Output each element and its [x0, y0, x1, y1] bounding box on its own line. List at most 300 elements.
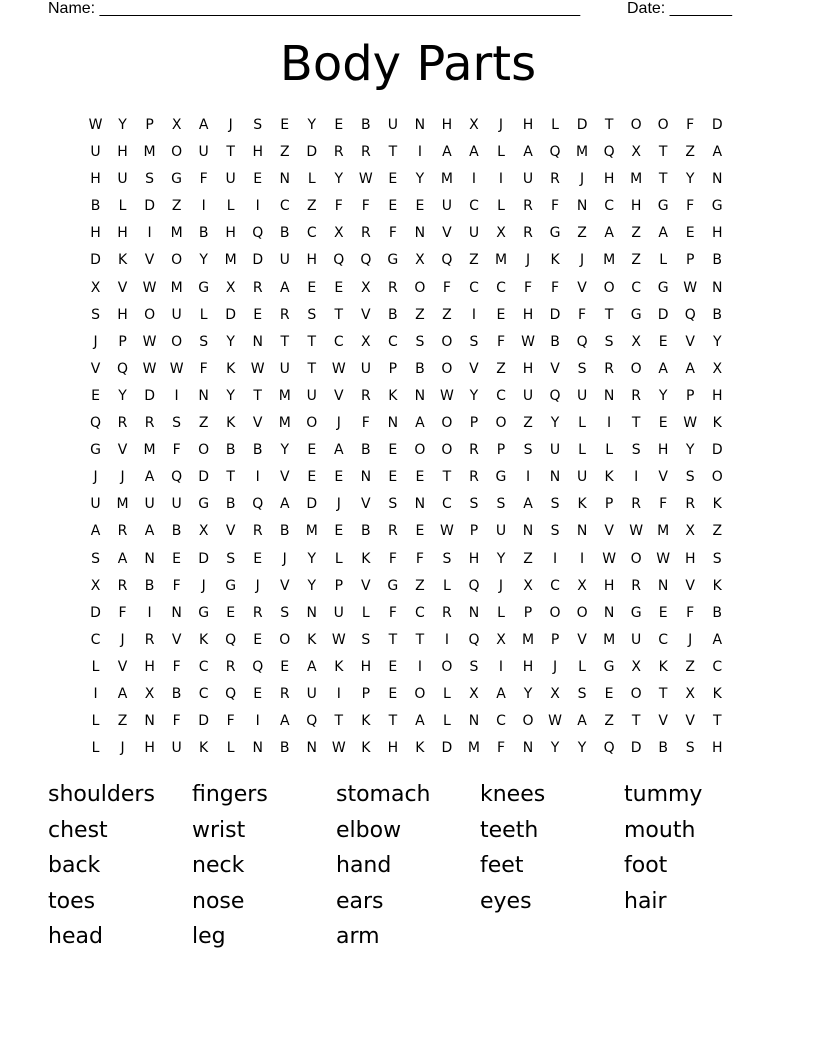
grid-letter: V [117, 279, 128, 296]
grid-letter: N [279, 171, 290, 188]
grid-letter: U [171, 740, 182, 757]
grid-letter: E [415, 198, 425, 215]
grid-letter: V [252, 415, 263, 432]
grid-letter: S [550, 523, 560, 540]
grid-letter: A [117, 550, 128, 567]
grid-letter: D [576, 117, 588, 133]
grid-letter: U [333, 604, 344, 621]
grid-letter: Y [307, 577, 317, 594]
grid-letter: S [523, 442, 533, 459]
grid-letter: Y [226, 333, 235, 350]
grid-letter: S [469, 658, 479, 675]
grid-letter: Y [307, 550, 317, 567]
grid-letter: U [90, 496, 101, 513]
grid-letter: Y [415, 171, 425, 188]
grid-letter: U [468, 225, 480, 242]
grid-letter: T [388, 144, 398, 161]
grid-letter: O [414, 685, 426, 702]
grid-letter: W [602, 550, 617, 567]
grid-letter: V [117, 442, 128, 459]
grid-letter: U [198, 144, 209, 161]
grid-letter: E [388, 198, 398, 215]
grid-letter: O [441, 415, 453, 432]
grid-letter: N [306, 740, 317, 757]
grid-letter: U [441, 198, 453, 215]
grid-letter: E [658, 415, 668, 432]
grid-letter: N [657, 577, 669, 594]
grid-letter: X [685, 523, 695, 540]
grid-letter: Y [469, 387, 479, 404]
grid-letter: O [630, 550, 642, 567]
grid-letter: W [548, 713, 562, 730]
grid-letter: C [496, 387, 506, 404]
grid-letter: F [659, 496, 668, 513]
grid-letter: N [468, 604, 480, 621]
grid-letter: X [631, 144, 641, 161]
grid-letter: U [631, 631, 642, 648]
grid-letter: E [280, 117, 290, 133]
grid-letter: R [252, 523, 263, 540]
grid-letter: Y [334, 171, 344, 188]
grid-letter: V [279, 577, 290, 594]
grid-letter: B [279, 523, 290, 540]
grid-letter: Q [333, 252, 345, 269]
grid-letter: A [604, 225, 614, 242]
grid-letter: X [225, 279, 236, 296]
grid-letter: O [279, 631, 291, 648]
grid-letter: A [523, 496, 533, 513]
grid-letter: L [443, 713, 451, 730]
grid-letter: F [172, 442, 181, 459]
grid-letter: R [279, 306, 290, 323]
grid-letter: X [550, 685, 560, 702]
grid-letter: R [442, 604, 452, 621]
grid-letter: H [117, 306, 128, 323]
grid-letter: D [144, 198, 155, 215]
grid-letter: N [414, 117, 426, 133]
grid-letter: B [415, 360, 425, 377]
grid-letter: U [522, 171, 534, 188]
grid-letter: T [604, 306, 614, 323]
grid-letter: B [279, 740, 290, 757]
grid-letter: F [172, 658, 181, 675]
grid-letter: J [120, 631, 125, 648]
grid-letter: Z [442, 306, 452, 323]
grid-letter: N [522, 740, 534, 757]
grid-letter: V [658, 713, 668, 730]
grid-letter: J [201, 577, 206, 594]
grid-letter: S [361, 631, 371, 648]
grid-letter: S [253, 117, 263, 133]
grid-letter: T [658, 144, 668, 161]
grid-letter: E [307, 442, 317, 459]
grid-letter: N [603, 604, 615, 621]
grid-letter: D [630, 740, 642, 757]
grid-letter: E [280, 658, 290, 675]
grid-letter: A [279, 496, 290, 513]
grid-letter: C [712, 658, 723, 675]
grid-letter: J [498, 117, 504, 133]
grid-letter: R [360, 225, 371, 242]
grid-letter: M [170, 225, 183, 242]
grid-letter: C [387, 333, 398, 350]
grid-letter: O [657, 117, 669, 133]
grid-letter: E [388, 685, 398, 702]
grid-letter: P [145, 117, 154, 133]
grid-letter: R [225, 658, 236, 675]
grid-letter: H [306, 252, 318, 269]
grid-letter: M [305, 523, 318, 540]
grid-letter: L [578, 658, 586, 675]
grid-letter: V [604, 523, 614, 540]
grid-letter: T [631, 415, 641, 432]
grid-letter: C [306, 225, 317, 242]
grid-letter: U [117, 171, 128, 188]
grid-letter: L [578, 442, 586, 459]
grid-letter: Q [576, 333, 588, 350]
grid-letter: K [117, 252, 128, 269]
grid-letter: Y [118, 387, 127, 404]
word-list-item: back [48, 853, 101, 879]
grid-letter: A [577, 713, 587, 730]
grid-letter: H [117, 144, 128, 161]
grid-letter: T [307, 360, 317, 377]
grid-letter: P [496, 442, 506, 459]
grid-letter: H [603, 171, 615, 188]
grid-letter: A [306, 658, 317, 675]
grid-letter: C [442, 496, 452, 513]
grid-letter: M [630, 171, 643, 188]
grid-letter: Q [252, 496, 264, 513]
grid-letter: S [226, 550, 236, 567]
grid-letter: K [199, 631, 209, 648]
grid-letter: Z [415, 577, 425, 594]
grid-letter: E [253, 685, 263, 702]
grid-letter: H [117, 225, 128, 242]
grid-letter: E [307, 279, 317, 296]
grid-letter: Q [117, 360, 129, 377]
grid-letter: J [498, 577, 504, 594]
grid-letter: F [686, 604, 695, 621]
word-list-item: foot [624, 853, 668, 879]
grid-letter: G [495, 469, 507, 486]
grid-letter: T [334, 713, 344, 730]
grid-letter: P [550, 631, 560, 648]
grid-letter: E [91, 387, 100, 404]
grid-letter: Z [496, 360, 506, 377]
grid-letter: A [279, 279, 290, 296]
grid-letter: J [688, 631, 693, 648]
grid-letter: D [549, 306, 561, 323]
grid-letter: Q [441, 252, 453, 269]
grid-letter: O [495, 415, 507, 432]
grid-letter: E [253, 306, 263, 323]
grid-letter: O [630, 117, 642, 133]
grid-letter: N [360, 469, 372, 486]
grid-letter: I [255, 198, 260, 215]
grid-letter: H [522, 360, 534, 377]
grid-letter: K [361, 740, 371, 757]
grid-letter: J [282, 550, 287, 567]
grid-letter: U [549, 442, 561, 459]
grid-letter: K [199, 740, 209, 757]
grid-letter: A [658, 360, 668, 377]
grid-letter: O [549, 604, 561, 621]
grid-letter: H [630, 198, 642, 215]
grid-letter: K [388, 387, 398, 404]
word-list-item: teeth [480, 817, 539, 843]
grid-letter: Y [577, 740, 587, 757]
grid-letter: N [549, 469, 561, 486]
grid-letter: F [442, 279, 451, 296]
grid-letter: V [171, 631, 182, 648]
grid-letter: L [578, 415, 586, 432]
grid-letter: H [387, 740, 399, 757]
grid-letter: Q [90, 415, 102, 432]
grid-letter: E [388, 171, 398, 188]
grid-letter: X [361, 333, 371, 350]
grid-letter: Q [603, 740, 615, 757]
grid-letter: O [630, 685, 642, 702]
grid-letter: F [388, 604, 397, 621]
grid-letter: M [657, 523, 670, 540]
grid-letter: U [387, 117, 398, 133]
word-search-grid [82, 112, 731, 762]
grid-letter: L [307, 171, 316, 188]
grid-letter: E [415, 523, 425, 540]
grid-letter: D [198, 713, 210, 730]
grid-letter: Y [550, 740, 560, 757]
grid-letter: V [685, 713, 695, 730]
grid-letter: M [170, 279, 183, 296]
grid-letter: V [577, 279, 587, 296]
grid-letter: D [90, 604, 101, 621]
word-list-item: wrist [192, 817, 246, 843]
grid-letter: J [93, 333, 98, 350]
word-list-item: chest [48, 817, 108, 843]
grid-letter: R [333, 144, 344, 161]
grid-letter: Q [252, 658, 264, 675]
grid-letter: V [577, 631, 587, 648]
grid-letter: C [333, 333, 344, 350]
grid-letter: F [361, 415, 370, 432]
grid-letter: D [225, 306, 237, 323]
grid-letter: L [226, 198, 235, 215]
grid-letter: M [278, 415, 291, 432]
grid-letter: M [278, 387, 291, 404]
grid-letter: I [417, 658, 422, 675]
grid-letter: J [228, 117, 233, 133]
grid-letter: G [171, 171, 183, 188]
grid-letter: B [279, 225, 290, 242]
grid-letter: Z [171, 198, 182, 215]
grid-letter: I [471, 171, 477, 188]
grid-letter: V [117, 658, 128, 675]
grid-letter: U [144, 496, 155, 513]
grid-letter: R [631, 496, 641, 513]
grid-letter: N [576, 198, 588, 215]
grid-letter: J [580, 252, 585, 269]
grid-letter: K [415, 740, 425, 757]
grid-letter: Q [684, 306, 696, 323]
grid-letter: D [441, 740, 453, 757]
grid-letter: D [711, 442, 723, 459]
grid-letter: I [147, 604, 152, 621]
grid-letter: S [685, 740, 695, 757]
grid-letter: A [496, 685, 506, 702]
grid-letter: O [171, 333, 183, 350]
grid-letter: E [415, 469, 425, 486]
grid-letter: U [90, 144, 101, 161]
grid-letter: V [144, 252, 155, 269]
grid-letter: D [198, 469, 210, 486]
grid-letter: K [658, 658, 668, 675]
grid-letter: U [576, 469, 588, 486]
grid-letter: X [334, 225, 344, 242]
grid-letter: U [279, 252, 290, 269]
grid-letter: I [552, 550, 558, 567]
grid-letter: G [198, 604, 210, 621]
grid-letter: R [387, 279, 398, 296]
grid-letter: N [252, 740, 263, 757]
grid-letter: U [171, 496, 182, 513]
grid-letter: M [603, 631, 616, 648]
grid-letter: A [415, 415, 425, 432]
grid-letter: N [414, 225, 426, 242]
grid-letter: T [658, 171, 668, 188]
grid-letter: Q [306, 713, 318, 730]
grid-letter: M [143, 442, 156, 459]
grid-letter: O [711, 469, 723, 486]
grid-letter: M [224, 252, 237, 269]
word-list-item: fingers [192, 782, 268, 807]
grid-letter: N [171, 604, 182, 621]
grid-letter: R [523, 225, 533, 242]
grid-letter: Y [685, 442, 695, 459]
grid-letter: N [144, 550, 155, 567]
grid-letter: M [116, 496, 129, 513]
grid-letter: X [496, 225, 506, 242]
grid-letter: B [361, 117, 371, 133]
grid-letter: K [712, 577, 722, 594]
grid-letter: R [144, 415, 155, 432]
grid-letter: W [250, 360, 265, 377]
grid-letter: H [90, 171, 101, 188]
grid-letter: T [415, 631, 425, 648]
grid-letter: K [361, 713, 371, 730]
word-list-item: ears [336, 888, 384, 914]
grid-letter: K [334, 658, 344, 675]
grid-letter: B [144, 577, 155, 594]
grid-letter: G [549, 225, 561, 242]
grid-letter: L [199, 306, 208, 323]
word-list-item: shoulders [48, 782, 155, 807]
grid-letter: K [550, 252, 560, 269]
grid-letter: L [497, 198, 505, 215]
grid-letter: S [631, 442, 641, 459]
grid-letter: S [442, 550, 452, 567]
word-list-item: elbow [336, 817, 402, 843]
grid-letter: T [658, 685, 668, 702]
grid-letter: A [712, 144, 723, 161]
grid-letter: U [225, 171, 236, 188]
grid-letter: Z [685, 658, 695, 675]
grid-letter: A [469, 144, 479, 161]
grid-letter: I [580, 550, 585, 567]
grid-letter: D [306, 496, 318, 513]
grid-letter: G [387, 252, 399, 269]
grid-letter: U [360, 360, 371, 377]
grid-letter: V [361, 577, 371, 594]
grid-letter: S [469, 333, 479, 350]
grid-letter: X [631, 333, 641, 350]
grid-letter: G [198, 279, 210, 296]
grid-letter: N [414, 387, 426, 404]
grid-letter: W [142, 360, 157, 377]
grid-letter: I [93, 685, 98, 702]
grid-letter: O [441, 442, 453, 459]
word-list-item: eyes [480, 888, 532, 914]
grid-letter: E [388, 442, 398, 459]
grid-letter: R [360, 144, 371, 161]
grid-letter: E [658, 604, 668, 621]
grid-letter: W [358, 171, 373, 188]
grid-letter: A [334, 442, 344, 459]
grid-letter: F [388, 225, 397, 242]
grid-letter: W [440, 523, 454, 540]
name-field-label: Name: ______________________________________________________ [48, 0, 581, 17]
grid-letter: Z [415, 306, 425, 323]
grid-letter: F [578, 306, 587, 323]
grid-letter: L [497, 144, 505, 161]
grid-letter: V [334, 387, 344, 404]
grid-letter: O [630, 360, 642, 377]
grid-letter: J [336, 415, 341, 432]
grid-letter: R [387, 523, 398, 540]
grid-letter: Y [658, 387, 668, 404]
grid-letter: R [631, 387, 641, 404]
grid-letter: R [523, 198, 533, 215]
grid-letter: A [415, 713, 425, 730]
grid-letter: F [686, 117, 695, 133]
grid-letter: I [444, 631, 449, 648]
grid-letter: U [279, 360, 290, 377]
grid-letter: S [280, 604, 290, 621]
grid-letter: C [604, 198, 614, 215]
word-list-item: mouth [624, 817, 696, 843]
grid-letter: N [387, 415, 399, 432]
grid-letter: W [142, 333, 157, 350]
grid-letter: K [712, 685, 722, 702]
grid-letter: E [388, 658, 398, 675]
grid-letter: H [603, 577, 615, 594]
grid-letter: N [522, 523, 534, 540]
grid-letter: B [388, 306, 398, 323]
grid-letter: F [199, 360, 208, 377]
word-list-item: hair [624, 888, 667, 914]
grid-letter: F [226, 713, 235, 730]
grid-letter: M [521, 631, 535, 648]
grid-letter: W [629, 523, 644, 540]
grid-letter: D [306, 144, 318, 161]
grid-letter: D [144, 387, 155, 404]
grid-letter: E [226, 604, 236, 621]
grid-letter: P [469, 415, 479, 432]
grid-letter: C [631, 279, 642, 296]
grid-letter: P [523, 604, 533, 621]
grid-letter: H [522, 658, 534, 675]
grid-letter: C [279, 198, 290, 215]
